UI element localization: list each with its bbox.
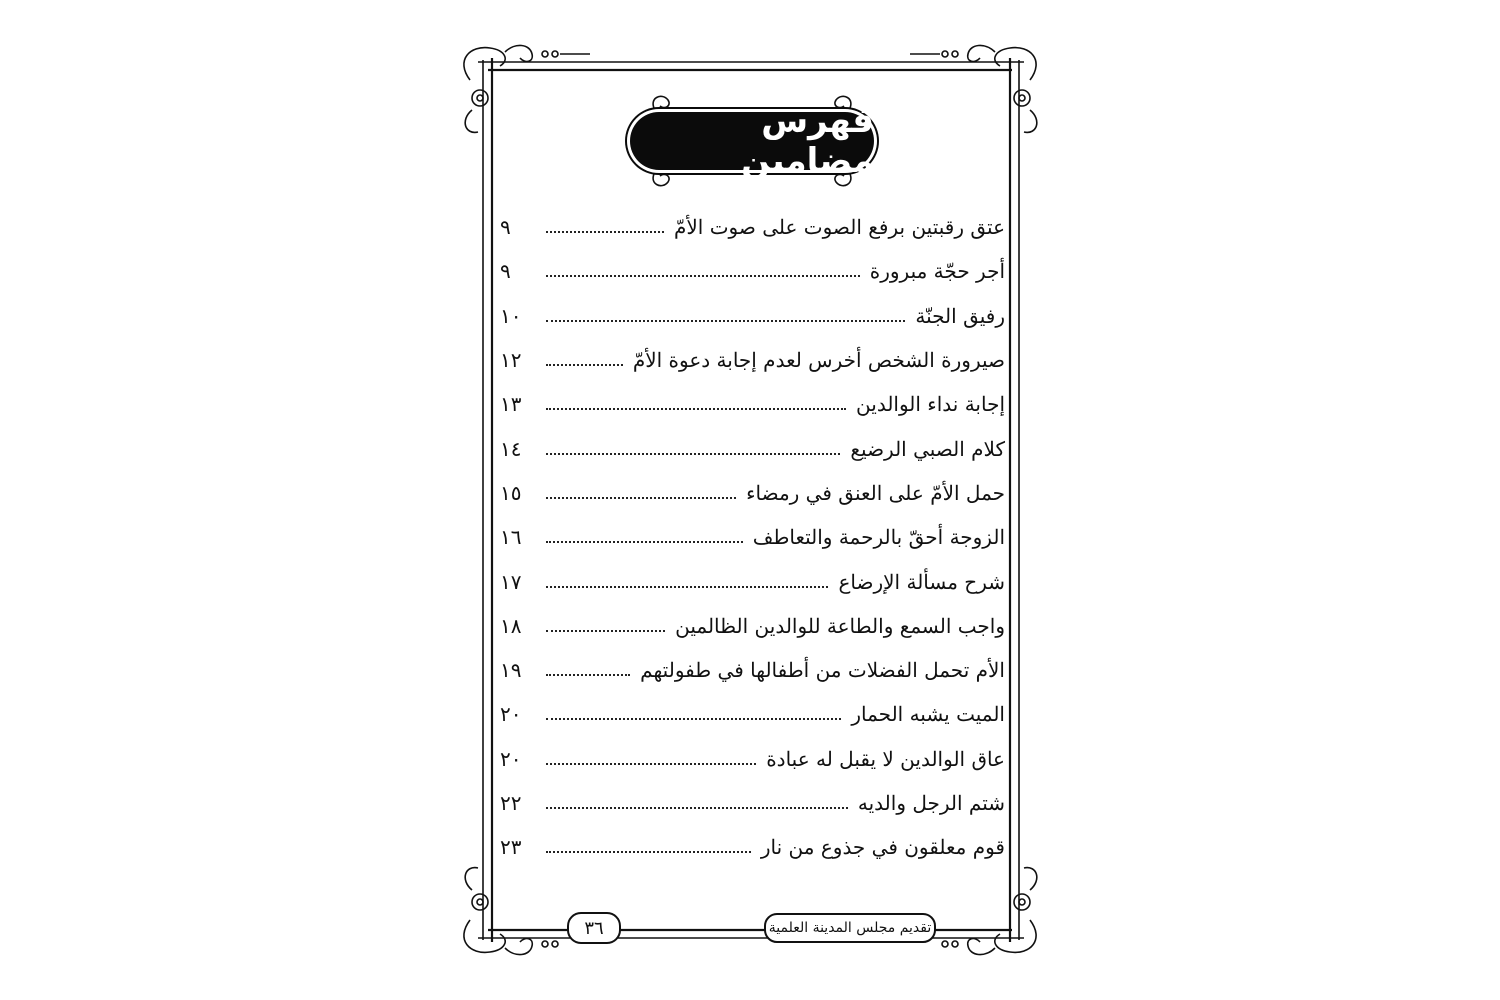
toc-entry[interactable] xyxy=(500,781,1005,825)
toc-entry[interactable] xyxy=(500,737,1005,781)
toc-entry-title: حمل الأمّ على العنق في رمضاء xyxy=(746,480,1005,505)
dot-leader xyxy=(546,851,751,853)
dot-leader xyxy=(546,275,860,277)
toc-entry-page: ١٣ xyxy=(500,392,522,417)
toc-entry[interactable] xyxy=(500,426,1005,470)
toc-entry-page: ١٧ xyxy=(500,569,522,594)
dot-leader xyxy=(546,763,756,765)
toc-entry-title: كلام الصبي الرضيع xyxy=(850,436,1005,461)
toc-entry-title: شتم الرجل والديه xyxy=(857,791,1005,815)
toc-entry-page: ١٢ xyxy=(500,348,522,373)
toc-entry-page: ١٩ xyxy=(500,658,522,683)
dot-leader xyxy=(546,320,905,322)
toc-entry-title: قوم معلقون في جذوع من نار xyxy=(760,835,1005,860)
toc-entry[interactable] xyxy=(500,515,1005,559)
toc-entry[interactable] xyxy=(500,692,1005,736)
toc-entry[interactable] xyxy=(500,604,1005,648)
toc-entry-page: ١٠ xyxy=(500,303,522,328)
toc-entry-title: رفيق الجنّة xyxy=(915,303,1005,328)
dot-leader xyxy=(546,453,840,455)
toc-entry-page: ٢٠ xyxy=(500,746,522,771)
table-of-contents xyxy=(500,205,1005,869)
toc-entry-title: عاق الوالدين لا يقبل له عبادة xyxy=(766,746,1005,771)
toc-entry-title: الأم تحمل الفضلات من أطفالها في طفولتهم xyxy=(640,658,1005,683)
toc-entry-page: ٢٢ xyxy=(500,791,522,815)
toc-entry-page: ٩ xyxy=(500,259,511,284)
toc-entry-title: عتق رقبتين برفع الصوت على صوت الأمّ xyxy=(673,215,1005,240)
toc-entry-page: ٢٣ xyxy=(500,835,522,860)
toc-entry-title: الزوجة أحقّ بالرحمة والتعاطف xyxy=(752,525,1005,550)
toc-entry-title: إجابة نداء الوالدين xyxy=(856,392,1005,417)
toc-entry-page: ١٥ xyxy=(500,480,522,505)
toc-entry-page: ١٨ xyxy=(500,613,522,638)
dot-leader xyxy=(546,586,828,588)
dot-leader xyxy=(546,807,848,809)
toc-entry[interactable] xyxy=(500,559,1005,603)
dot-leader xyxy=(546,231,664,233)
toc-entry-page: ١٤ xyxy=(500,436,522,461)
toc-entry[interactable] xyxy=(500,648,1005,692)
dot-leader xyxy=(546,718,841,720)
dot-leader xyxy=(546,364,623,366)
toc-entry[interactable] xyxy=(500,249,1005,293)
toc-entry-page: ٢٠ xyxy=(500,702,522,727)
dot-leader xyxy=(546,408,846,410)
dot-leader xyxy=(546,674,630,676)
page-number-badge: ٣٦ xyxy=(567,912,621,944)
dot-leader xyxy=(546,630,665,632)
toc-entry-title: أجر حجّة مبرورة xyxy=(869,259,1005,284)
page-title: فهرس مضامين xyxy=(741,101,874,181)
toc-entry[interactable] xyxy=(500,382,1005,426)
toc-entry[interactable] xyxy=(500,825,1005,869)
toc-entry-title: الميت يشبه الحمار xyxy=(851,702,1005,727)
toc-entry-title: شرح مسألة الإرضاع xyxy=(838,569,1005,594)
toc-entry[interactable] xyxy=(500,294,1005,338)
toc-title-banner xyxy=(630,101,874,181)
publisher-footer: تقديم مجلس المدينة العلمية xyxy=(764,913,936,943)
toc-entry[interactable] xyxy=(500,338,1005,382)
toc-entry-page: ١٦ xyxy=(500,525,522,550)
dot-leader xyxy=(546,541,743,543)
toc-entry[interactable] xyxy=(500,471,1005,515)
toc-entry-title: صيرورة الشخص أخرس لعدم إجابة دعوة الأمّ xyxy=(632,348,1005,373)
toc-entry[interactable] xyxy=(500,205,1005,249)
dot-leader xyxy=(546,497,736,499)
toc-entry-title: واجب السمع والطاعة للوالدين الظالمين xyxy=(675,613,1005,638)
toc-entry-page: ٩ xyxy=(500,215,511,240)
